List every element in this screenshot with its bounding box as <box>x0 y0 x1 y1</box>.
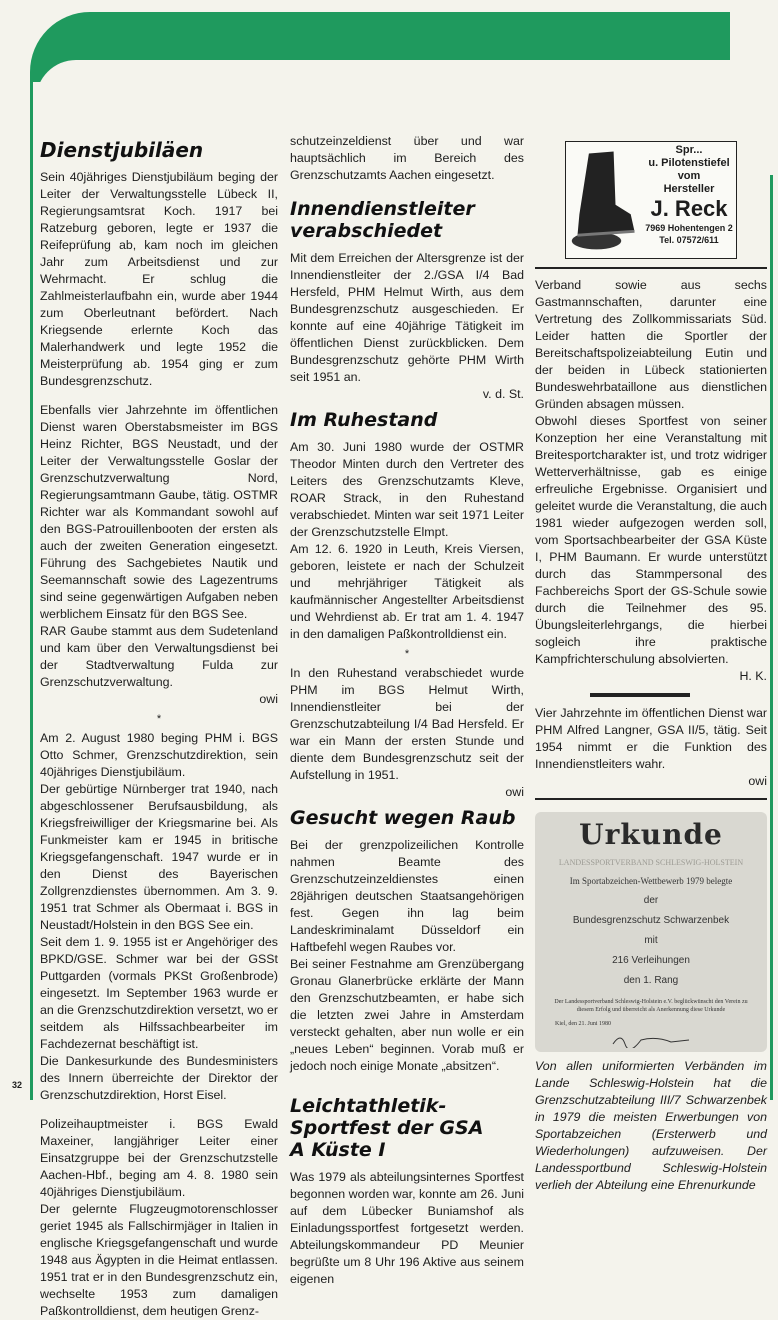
heading-leichtathletik: Leichtathletik-Sportfest der GSA A Küste I <box>290 1095 484 1161</box>
right-green-rule <box>770 175 773 1100</box>
certificate-line: Bundesgrenzschutz Schwarzenbek <box>572 915 730 926</box>
certificate-line: mit <box>644 935 658 946</box>
boot-icon <box>568 145 644 255</box>
heading-gesucht-wegen-raub: Gesucht wegen Raub <box>290 807 516 829</box>
page-number: 32 <box>12 1080 23 1090</box>
paragraph: Obwohl dieses Sportfest von seiner Konzeption her eine Veranstaltung mit Breitesportcharakter ist, und trotz widriger Wetterverhältnisse, gab es einige erfreuliche Ergebnisse. Organisiert und geleitet wurde die Veranstaltung, die auch 1981 wieder aufgezogen werden soll, vom Sportsachbearbeiter der GSA Küste I, PHM Baumann. Er wurde unterstützt durch das Stammpersonal des Fachbereichs Sport der GS-Schule sowie durch die Teilnehmer des 95. Übungsleiterlehrgangs, die hierbei sogleich ihre praktische Kampfrichterschulung absolvierten. <box>535 414 767 666</box>
certificate-caption: Von allen uniformierten Verbänden im Lande Schleswig-Holstein hat die Grenzschutzabteilung III/7 Schwarzenbek in 1979 die meisten Erwerbungen von Sportabzeichen (Ersterwerb und Wiederholungen) aufzuweisen. Der Landessportbund Schleswig-Holstein verlieh der Abteilung eine Ehrenurkunde <box>535 1059 767 1192</box>
paragraph: Am 2. August 1980 beging PHM i. BGS Otto Schmer, Grenzschutzdirektion, sein 40jähriges Dienstjubiläum. <box>40 731 278 779</box>
ad-phone: Tel. 07572/611 <box>659 235 719 245</box>
certificate-title: Urkunde <box>579 818 723 851</box>
separator-star: * <box>404 648 410 660</box>
ad-line: Spr... <box>675 144 703 156</box>
certificate-line: der <box>643 895 659 906</box>
article-richter-gaube <box>40 402 278 691</box>
paragraph: Bei seiner Festnahme am Grenzübergang Gronau Glanerbrücke erklärte der Mann den Grenzschutzbeamten, er habe sich die letzten zwei Jahre in Amsterdam versteckt gehalten, aber nun wolle er ein „neues Leben“ beginnen. Vorab muß er jedoch noch einige Monate „absitzen“. <box>290 957 524 1073</box>
certificate-fine-print: Der Landessportverband Schleswig-Holstein e.V. beglückwünscht den Verein zu diesem Erfolg und überreicht als Anerkennung diese Urkunde <box>554 999 748 1013</box>
paragraph: Verband sowie aus sechs Gastmannschaften, darunter eine Vertretung des Zollkommissariats Süd. Leider hatten die Sportler der Bereitschaftspolizeiabteilung Eutin und der beiden in Lübeck stationierten Bundeswehrbataillone aus dienstlichen Gründen absagen müssen. <box>535 278 767 411</box>
article-wirth-ruhestand <box>290 665 524 784</box>
article-koch <box>40 169 278 390</box>
paragraph: Seit dem 1. 9. 1955 ist er Angehöriger des BPKD/GSE. Schmer war bei der GSSt Puttgarden (vormals PKSt Großenbrode) eingesetzt. Im September 1963 wurde er an die Grenzschutzdirektion versetzt, wo er seitdem als Hilfssachbearbeiter im Fachdezernat beschäftigt ist. <box>40 935 278 1051</box>
seal-text: LANDESSPORTVERBAND SCHLESWIG-HOLSTEIN <box>558 858 744 867</box>
author-sign: v. d. St. <box>482 387 524 401</box>
banner-cutout <box>36 60 778 100</box>
paragraph: Am 30. Juni 1980 wurde der OSTMR Theodor Minten durch den Vertreter des Leiters des Grenzschutzamts Kleve, ROAR Strack, in den Ruhestand verabschiedet. Minten war seit 1971 Leiter der Grenzschutzstelle Elmpt. <box>290 440 524 539</box>
middle-column <box>290 133 524 1288</box>
paragraph: Sein 40jähriges Dienstjubiläum beging der Leiter der Verwaltungsstelle Lübeck II, Regierungsamtsrat Koch. 1917 bei Ratzeburg geboren, legte er 1937 die Reifeprüfung ab, kam noch im gleichen Jahr zum Arbeitsdienst und zur Wehrmacht. Er schlug die Zahlmeisterlaufbahn ein, wurde aber 1944 zum Oberleutnant befördert. Nach Kriegsende erlernte Koch das Malerhandwerk und legte 1952 die Meisterprüfung ab. 1954 ging er zum Bundesgrenzschutz. <box>40 170 278 388</box>
article-minten <box>290 439 524 643</box>
article-maxeiner-cont <box>290 133 524 184</box>
article-raub <box>290 837 524 1075</box>
author-sign: owi <box>748 774 767 788</box>
divider <box>535 798 767 800</box>
heading-innendienstleiter: Innendienstleiter verabschiedet <box>290 198 475 242</box>
paragraph: Die Dankesurkunde des Bundesministers des Innern überreichte der Direktor der Grenzschutzdirektion, Horst Eisel. <box>40 1054 278 1102</box>
left-green-rule <box>30 80 33 1100</box>
paragraph: RAR Gaube stammt aus dem Sudetenland und kam über den Verwaltungsdienst bei der Stadtverwaltung Fulda zur Grenzschutzverwaltung. <box>40 624 278 689</box>
certificate-line: 216 Verleihungen <box>612 955 690 966</box>
paragraph: Bei der grenzpolizeilichen Kontrolle nahmen Beamte des Grenzschutzeinzeldienstes einen 28jährigen deutschen Staatsangehörigen fest. Gegen ihn lag beim Landeskriminalamt Düsseldorf ein Haftbefehl wegen Raubes vor. <box>290 838 524 954</box>
paragraph: schutzeinzeldienst über und war hauptsächlich im Bereich des Grenzschutzamts Aachen eingesetzt. <box>290 134 524 182</box>
certificate-date: Kiel, den 21. Juni 1980 <box>555 1021 611 1027</box>
certificate-line: den 1. Rang <box>623 975 679 986</box>
certificate-line: Im Sportabzeichen-Wettbewerb 1979 belegte <box>569 876 733 886</box>
divider <box>590 693 690 697</box>
paragraph: In den Ruhestand verabschiedet wurde PHM im BGS Helmut Wirth, Innendienstleiter bei der Grenzschutzabteilung I/4 Bad Hersfeld. Er war ein Mann der ersten Stunde und diente dem Bundesgrenzschutz seit der Aufstellung in 1951. <box>290 666 524 782</box>
paragraph: Ebenfalls vier Jahrzehnte im öffentlichen Dienst waren Oberstabsmeister im BGS Heinz Richter, BGS Neustadt, und der Leiter der Verwaltungsstelle Goslar der Grenzschutzverwaltung Nord, Regierungsamtmann Gaube, tätig. OSTMR Richter war als Kommandant sowohl auf den BGS-Patrouillenbooten der ersten als auch der zweiten Generation eingesetzt. Führung des Sachgebietes Nautik und Seemannschaft sowie des Lagezentrums sind seine gegenwärtigen Aufgaben neben werblichem Einsatz für den BGS See. <box>40 403 278 621</box>
author-sign: H. K. <box>739 669 767 683</box>
paragraph: Am 12. 6. 1920 in Leuth, Kreis Viersen, geboren, leistete er nach der Schulzeit und mehrjähriger Tätigkeit als kaufmännischer Angestellter Arbeitsdienst und Wehrdienst ab. Er trat am 1. 4. 1947 in den damaligen Paßkontrolldienst ein. <box>290 542 524 641</box>
ad-line: vom <box>677 170 701 182</box>
article-langner <box>535 705 767 773</box>
author-sign: owi <box>505 785 524 799</box>
ad-address: 7969 Hohentengen 2 <box>645 223 733 233</box>
paragraph: Der gelernte Flugzeugmotorenschlosser geriet 1945 als Fallschirmjäger in Italien in englische Kriegsgefangenschaft und wurde 1948 aus Ägypten in die Heimat entlassen. 1951 trat er in den Bundesgrenzschutz ein, wechselte 1953 zum damaligen Paßkontrolldienst, dem heutigen Grenz- <box>40 1202 278 1318</box>
heading-im-ruhestand: Im Ruhestand <box>290 409 438 431</box>
divider <box>535 267 767 269</box>
article-maxeiner <box>40 1116 278 1320</box>
paragraph: Polizeihauptmeister i. BGS Ewald Maxeiner, langjähriger Leiter einer Einsatzgruppe bei der Grenzschutzstelle Aachen-Hbf., beging am 4. 8. 1980 sein 40jähriges Dienstjubiläum. <box>40 1117 278 1199</box>
ad-brand: J. Reck <box>650 196 728 221</box>
separator-star: * <box>156 713 162 725</box>
article-sportfest-cont <box>535 277 767 668</box>
article-schmer <box>40 730 278 1104</box>
article-wirth <box>290 250 524 386</box>
ad-line: u. Pilotenstiefel <box>648 157 730 169</box>
advertisement-reck <box>565 141 737 259</box>
ad-line: Hersteller <box>663 183 715 195</box>
certificate-image <box>535 812 767 1052</box>
paragraph: Was 1979 als abteilungsinternes Sportfest begonnen worden war, konnte am 26. Juni auf dem Lübecker Buniamshof als Einladungssportfest fortgesetzt werden. Abteilungskommandeur PD Meunier begrüßte um 8 Uhr 196 Aktive aus seinem eigenen <box>290 1170 524 1286</box>
signature-icon <box>611 1032 691 1048</box>
paragraph: Vier Jahrzehnte im öffentlichen Dienst war PHM Alfred Langner, GSA II/5, tätig. Seit 1954 nimmt er die Funktion des Innendienstleiters wahr. <box>535 706 767 771</box>
heading-dienstjubilaeen: Dienstjubiläen <box>40 138 204 162</box>
author-sign: owi <box>259 692 278 706</box>
paragraph: Der gebürtige Nürnberger trat 1940, nach abgeschlossener Berufsausbildung, als Kriegsfreiwilliger der Kriegsmarine bei. Als Funkmeister kam er 1945 in britische Kriegsgefangenschaft. 1947 wurde er in den Dienst des Bayerischen Zollgrenzdienstes übernommen. Am 3. 9. 1951 trat Schmer als Obermaat i. BGS in Neustadt/Holstein in den BGS See ein. <box>40 782 278 932</box>
right-column <box>535 133 767 1194</box>
article-sportfest <box>290 1169 524 1288</box>
paragraph: Mit dem Erreichen der Altersgrenze ist der Innendienstleiter der 2./GSA I/4 Bad Hersfeld, PHM Helmut Wirth, aus dem Bundesgrenzschutz ausgeschieden. Er konnte auf eine 40jährige Tätigkeit im öffentlichen Dienst zurückblicken. Dem Bundesgrenzschutz gehörte PHM Wirth seit 1951 an. <box>290 251 524 384</box>
left-column <box>40 133 278 1320</box>
